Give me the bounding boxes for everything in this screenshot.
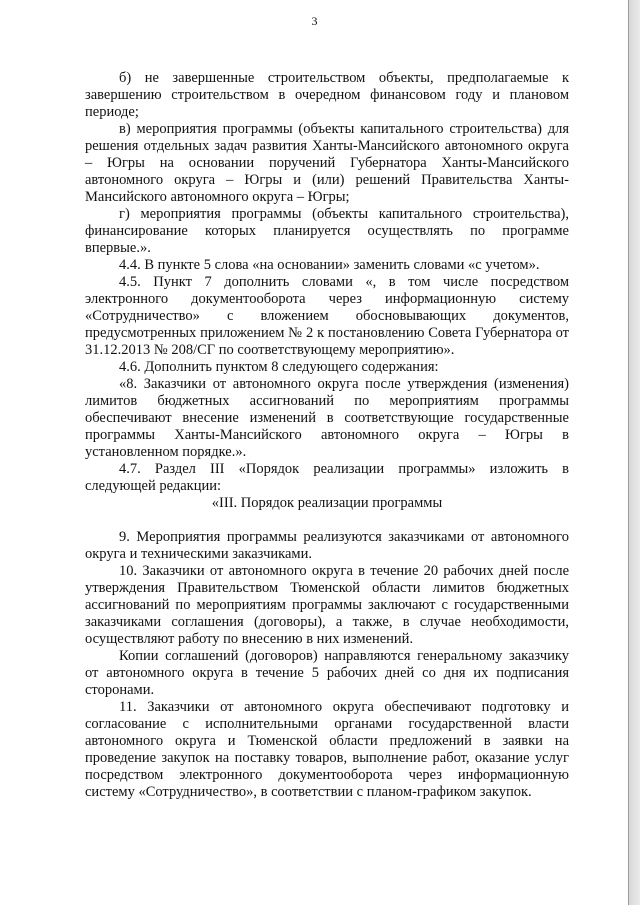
paragraph-11: 11. Заказчики от автономного округа обеспечивают подготовку и согласование с исполнительными органами государственной власти автономного округа и Тюменской области предложений в заявки на проведение закупок на поставку товаров, выполнение работ, оказание услуг посредством электронного документооборота через информационную систему «Сотрудничество», в соответствии с планом-графиком закупок. (85, 699, 569, 800)
paragraph-4-7: 4.7. Раздел III «Порядок реализации программы» изложить в следующей редакции: (85, 461, 569, 494)
page-edge (629, 0, 640, 905)
paragraph-b: б) не завершенные строительством объекты, предполагаемые к завершению строительством в очередном финансовом году и плановом периоде; (85, 70, 569, 120)
paragraph-copies: Копии соглашений (договоров) направляются генеральному заказчику от автономного округа в течение 5 рабочих дней со дня их подписания сторонами. (85, 648, 569, 698)
paragraph-10: 10. Заказчики от автономного округа в течение 20 рабочих дней после утверждения Правительством Тюменской области лимитов бюджетных ассигнований по мероприятиям программы заключают с государственными заказчиками соглашения (договоры), а также, в случае необходимости, осуществляют работу по внесению в них изменений. (85, 563, 569, 647)
paragraph-4-6: 4.6. Дополнить пунктом 8 следующего содержания: (119, 359, 439, 375)
section-heading: «III. Порядок реализации программы (211, 495, 443, 511)
paragraph-9: 9. Мероприятия программы реализуются заказчиками от автономного округа и техническими заказчиками. (85, 529, 569, 562)
document-body (85, 70, 569, 801)
paragraph-4-5: 4.5. Пункт 7 дополнить словами «, в том числе посредством электронного документооборота через информационную систему «Сотрудничество» с вложением обосновывающих документов, предусмотренных приложением № 2 к постановлению Совета Губернатора от 31.12.2013 № 208/СГ по соответствующему мероприятию». (85, 274, 569, 358)
paragraph-4-4: 4.4. В пункте 5 слова «на основании» заменить словами «с учетом». (119, 257, 540, 273)
paragraph-v: в) мероприятия программы (объекты капитального строительства) для решения отдельных задач развития Ханты-Мансийского автономного округа – Югры на основании поручений Губернатора Ханты-Мансийского автономного округа – Югры и (или) решений Правительства Ханты-Мансийского автономного округа – Югры; (85, 121, 569, 205)
page-number: 3 (311, 14, 318, 28)
paragraph-g: г) мероприятия программы (объекты капитального строительства), финансирование которых планируется осуществлять по программе впервые.». (85, 206, 569, 256)
paragraph-8: «8. Заказчики от автономного округа после утверждения (изменения) лимитов бюджетных ассигнований по мероприятиям программы обеспечивают внесение изменений в соответствующие государственные программы Ханты-Мансийского автономного округа – Югры в установленном порядке.». (85, 376, 569, 460)
